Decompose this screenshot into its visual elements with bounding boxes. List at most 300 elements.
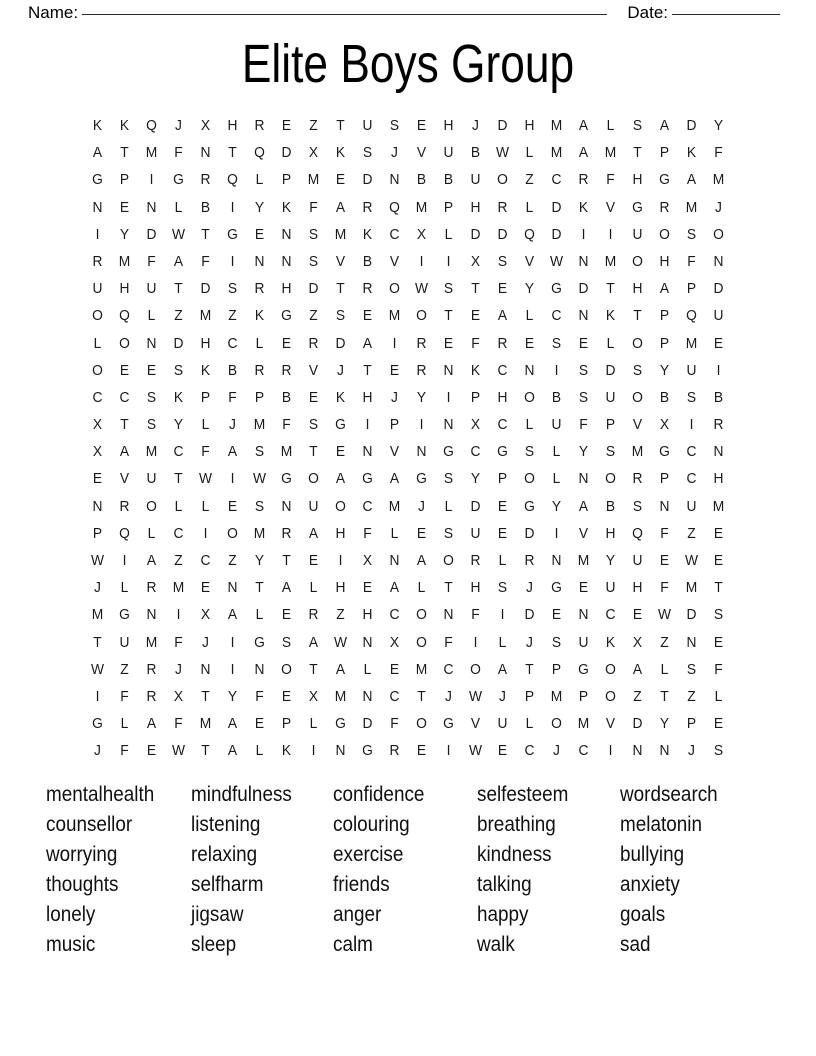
grid-cell[interactable]: I: [311, 742, 316, 760]
grid-cell[interactable]: S: [632, 497, 643, 515]
grid-cell[interactable]: L: [498, 552, 507, 569]
grid-cell[interactable]: Y: [173, 416, 184, 434]
grid-cell[interactable]: V: [308, 361, 319, 379]
grid-cell[interactable]: V: [389, 252, 400, 270]
grid-cell[interactable]: U: [578, 633, 589, 651]
grid-cell[interactable]: E: [335, 443, 346, 461]
grid-cell[interactable]: O: [119, 334, 130, 352]
grid-cell[interactable]: D: [524, 606, 535, 624]
grid-cell[interactable]: W: [468, 687, 483, 705]
grid-cell[interactable]: A: [146, 552, 157, 569]
grid-cell[interactable]: G: [227, 225, 238, 243]
grid-cell[interactable]: H: [362, 388, 373, 406]
grid-cell[interactable]: H: [605, 524, 616, 542]
grid-cell[interactable]: A: [227, 742, 238, 760]
grid-cell[interactable]: M: [550, 687, 563, 705]
grid-cell[interactable]: O: [632, 252, 643, 270]
grid-cell[interactable]: O: [659, 225, 670, 243]
grid-cell[interactable]: O: [281, 660, 292, 678]
grid-cell[interactable]: U: [443, 144, 454, 162]
word-list-item[interactable]: breathing: [477, 813, 556, 836]
grid-cell[interactable]: K: [200, 361, 211, 379]
grid-cell[interactable]: Z: [309, 307, 318, 325]
grid-cell[interactable]: M: [118, 252, 131, 270]
grid-cell[interactable]: C: [497, 361, 508, 379]
grid-cell[interactable]: Y: [713, 117, 724, 134]
grid-cell[interactable]: I: [176, 606, 181, 624]
grid-cell[interactable]: O: [335, 497, 346, 515]
grid-cell[interactable]: E: [497, 497, 508, 515]
grid-cell[interactable]: N: [254, 252, 265, 270]
grid-cell[interactable]: W: [90, 660, 105, 678]
grid-cell[interactable]: F: [714, 144, 723, 162]
grid-cell[interactable]: A: [578, 497, 589, 515]
grid-cell[interactable]: D: [362, 171, 373, 189]
grid-cell[interactable]: I: [338, 552, 343, 569]
grid-cell[interactable]: M: [199, 715, 212, 733]
grid-cell[interactable]: T: [633, 307, 642, 325]
grid-cell[interactable]: E: [713, 633, 724, 651]
grid-cell[interactable]: F: [228, 388, 237, 406]
grid-cell[interactable]: T: [444, 579, 453, 597]
grid-cell[interactable]: R: [200, 171, 211, 189]
grid-cell[interactable]: T: [282, 552, 291, 569]
grid-cell[interactable]: N: [92, 198, 103, 216]
grid-cell[interactable]: O: [497, 171, 508, 189]
grid-cell[interactable]: A: [578, 144, 589, 162]
grid-cell[interactable]: O: [416, 307, 427, 325]
grid-cell[interactable]: R: [497, 198, 508, 216]
grid-cell[interactable]: M: [307, 171, 320, 189]
word-list-item[interactable]: listening: [191, 813, 261, 836]
grid-cell[interactable]: N: [227, 579, 238, 597]
grid-cell[interactable]: I: [392, 334, 397, 352]
grid-cell[interactable]: P: [119, 171, 130, 189]
grid-cell[interactable]: N: [659, 742, 670, 760]
grid-cell[interactable]: O: [308, 470, 319, 488]
grid-cell[interactable]: U: [605, 579, 616, 597]
grid-cell[interactable]: Z: [174, 307, 183, 325]
grid-cell[interactable]: Z: [525, 171, 534, 189]
grid-cell[interactable]: M: [253, 416, 266, 434]
grid-cell[interactable]: L: [255, 171, 264, 189]
grid-cell[interactable]: N: [443, 606, 454, 624]
grid-cell[interactable]: T: [120, 144, 129, 162]
grid-cell[interactable]: E: [659, 552, 670, 569]
grid-cell[interactable]: E: [281, 334, 292, 352]
grid-cell[interactable]: A: [281, 579, 292, 597]
grid-cell[interactable]: O: [227, 524, 238, 542]
grid-cell[interactable]: U: [470, 524, 481, 542]
grid-cell[interactable]: P: [686, 715, 697, 733]
grid-cell[interactable]: W: [468, 742, 483, 760]
grid-cell[interactable]: N: [281, 225, 292, 243]
grid-cell[interactable]: M: [685, 579, 698, 597]
grid-cell[interactable]: S: [551, 633, 562, 651]
grid-cell[interactable]: E: [362, 307, 373, 325]
grid-cell[interactable]: D: [308, 280, 319, 298]
grid-cell[interactable]: F: [120, 742, 129, 760]
grid-cell[interactable]: F: [390, 715, 399, 733]
grid-cell[interactable]: G: [92, 171, 103, 189]
grid-cell[interactable]: R: [713, 416, 724, 434]
grid-cell[interactable]: E: [200, 579, 211, 597]
word-list-item[interactable]: music: [46, 933, 96, 956]
grid-cell[interactable]: M: [415, 660, 428, 678]
grid-cell[interactable]: T: [120, 416, 129, 434]
grid-cell[interactable]: N: [578, 470, 589, 488]
grid-cell[interactable]: I: [500, 606, 505, 624]
grid-cell[interactable]: M: [388, 497, 401, 515]
grid-cell[interactable]: W: [252, 470, 267, 488]
grid-cell[interactable]: F: [471, 606, 480, 624]
word-list-item[interactable]: sad: [620, 933, 651, 956]
grid-cell[interactable]: N: [443, 361, 454, 379]
grid-cell[interactable]: P: [281, 715, 292, 733]
grid-cell[interactable]: I: [203, 524, 208, 542]
grid-cell[interactable]: U: [470, 171, 481, 189]
grid-cell[interactable]: X: [659, 416, 670, 434]
grid-cell[interactable]: T: [201, 687, 210, 705]
grid-cell[interactable]: F: [174, 144, 183, 162]
grid-cell[interactable]: F: [363, 524, 372, 542]
grid-cell[interactable]: S: [308, 225, 319, 243]
grid-cell[interactable]: M: [577, 552, 590, 569]
grid-cell[interactable]: P: [389, 416, 400, 434]
grid-cell[interactable]: D: [497, 225, 508, 243]
name-blank-line[interactable]: [82, 14, 607, 15]
grid-cell[interactable]: R: [146, 687, 157, 705]
grid-cell[interactable]: X: [92, 443, 103, 461]
grid-cell[interactable]: O: [92, 361, 103, 379]
grid-cell[interactable]: A: [308, 633, 319, 651]
grid-cell[interactable]: N: [92, 497, 103, 515]
grid-cell[interactable]: U: [119, 633, 130, 651]
grid-cell[interactable]: J: [391, 144, 398, 162]
grid-cell[interactable]: E: [308, 552, 319, 569]
grid-cell[interactable]: M: [280, 443, 293, 461]
grid-cell[interactable]: W: [414, 280, 429, 298]
grid-cell[interactable]: V: [524, 252, 535, 270]
grid-cell[interactable]: V: [578, 524, 589, 542]
grid-cell[interactable]: V: [605, 715, 616, 733]
grid-cell[interactable]: Z: [174, 552, 183, 569]
grid-cell[interactable]: R: [659, 198, 670, 216]
grid-cell[interactable]: D: [470, 225, 481, 243]
grid-cell[interactable]: D: [686, 117, 697, 134]
grid-cell[interactable]: E: [470, 307, 481, 325]
grid-cell[interactable]: U: [92, 280, 103, 298]
grid-cell[interactable]: E: [119, 198, 130, 216]
grid-cell[interactable]: N: [713, 443, 724, 461]
grid-cell[interactable]: I: [554, 524, 559, 542]
grid-cell[interactable]: E: [389, 361, 400, 379]
grid-cell[interactable]: W: [333, 633, 348, 651]
grid-cell[interactable]: G: [173, 171, 184, 189]
grid-cell[interactable]: H: [632, 171, 643, 189]
grid-cell[interactable]: U: [551, 416, 562, 434]
grid-cell[interactable]: N: [200, 144, 211, 162]
grid-cell[interactable]: F: [579, 416, 588, 434]
grid-cell[interactable]: L: [120, 579, 129, 597]
grid-cell[interactable]: Y: [254, 198, 265, 216]
grid-cell[interactable]: N: [578, 252, 589, 270]
grid-cell[interactable]: D: [362, 715, 373, 733]
word-list-item[interactable]: sleep: [191, 933, 237, 956]
grid-cell[interactable]: R: [578, 171, 589, 189]
grid-cell[interactable]: M: [604, 144, 617, 162]
grid-cell[interactable]: G: [362, 470, 373, 488]
grid-cell[interactable]: P: [659, 470, 670, 488]
grid-cell[interactable]: K: [605, 633, 616, 651]
grid-cell[interactable]: W: [549, 252, 564, 270]
grid-cell[interactable]: T: [336, 280, 345, 298]
grid-cell[interactable]: G: [659, 443, 670, 461]
grid-cell[interactable]: G: [335, 715, 346, 733]
grid-cell[interactable]: X: [200, 606, 211, 624]
grid-cell[interactable]: S: [497, 252, 508, 270]
grid-cell[interactable]: P: [281, 171, 292, 189]
grid-cell[interactable]: O: [416, 606, 427, 624]
grid-cell[interactable]: H: [227, 117, 238, 134]
grid-cell[interactable]: S: [308, 252, 319, 270]
grid-cell[interactable]: G: [362, 742, 373, 760]
grid-cell[interactable]: I: [419, 416, 424, 434]
grid-cell[interactable]: C: [551, 307, 562, 325]
grid-cell[interactable]: J: [472, 117, 479, 134]
grid-cell[interactable]: B: [281, 388, 292, 406]
grid-cell[interactable]: O: [632, 388, 643, 406]
grid-cell[interactable]: M: [550, 144, 563, 162]
grid-cell[interactable]: Y: [254, 552, 265, 569]
grid-cell[interactable]: A: [686, 171, 697, 189]
grid-cell[interactable]: G: [551, 280, 562, 298]
grid-cell[interactable]: K: [470, 361, 481, 379]
grid-cell[interactable]: S: [497, 579, 508, 597]
grid-cell[interactable]: D: [524, 524, 535, 542]
grid-cell[interactable]: S: [686, 225, 697, 243]
grid-cell[interactable]: V: [470, 715, 481, 733]
grid-cell[interactable]: F: [255, 687, 264, 705]
word-list-item[interactable]: goals: [620, 903, 666, 926]
grid-cell[interactable]: Z: [336, 606, 345, 624]
grid-cell[interactable]: G: [443, 443, 454, 461]
grid-cell[interactable]: O: [416, 715, 427, 733]
grid-cell[interactable]: L: [552, 470, 561, 488]
grid-cell[interactable]: J: [418, 497, 425, 515]
grid-cell[interactable]: D: [605, 361, 616, 379]
grid-cell[interactable]: C: [119, 388, 130, 406]
grid-cell[interactable]: T: [201, 225, 210, 243]
grid-cell[interactable]: R: [632, 470, 643, 488]
grid-cell[interactable]: U: [308, 497, 319, 515]
grid-cell[interactable]: L: [444, 497, 453, 515]
grid-cell[interactable]: J: [553, 742, 560, 760]
grid-cell[interactable]: P: [659, 307, 670, 325]
grid-cell[interactable]: H: [470, 198, 481, 216]
grid-cell[interactable]: I: [230, 633, 235, 651]
grid-cell[interactable]: R: [308, 334, 319, 352]
grid-cell[interactable]: G: [281, 307, 292, 325]
grid-cell[interactable]: I: [230, 198, 235, 216]
grid-cell[interactable]: L: [201, 416, 210, 434]
grid-cell[interactable]: C: [686, 470, 697, 488]
grid-cell[interactable]: E: [713, 715, 724, 733]
grid-cell[interactable]: A: [362, 334, 373, 352]
word-list-item[interactable]: walk: [477, 933, 515, 956]
grid-cell[interactable]: E: [578, 579, 589, 597]
grid-cell[interactable]: A: [227, 606, 238, 624]
grid-cell[interactable]: N: [281, 252, 292, 270]
grid-cell[interactable]: Y: [119, 225, 130, 243]
grid-cell[interactable]: N: [362, 687, 373, 705]
grid-cell[interactable]: P: [497, 470, 508, 488]
grid-cell[interactable]: F: [606, 171, 615, 189]
grid-cell[interactable]: L: [525, 198, 534, 216]
grid-cell[interactable]: H: [632, 579, 643, 597]
grid-cell[interactable]: V: [389, 443, 400, 461]
grid-cell[interactable]: S: [443, 470, 454, 488]
grid-cell[interactable]: D: [335, 334, 346, 352]
grid-cell[interactable]: K: [119, 117, 130, 134]
grid-cell[interactable]: H: [443, 117, 454, 134]
grid-cell[interactable]: K: [281, 742, 292, 760]
grid-cell[interactable]: G: [524, 497, 535, 515]
grid-cell[interactable]: Y: [524, 280, 535, 298]
grid-cell[interactable]: U: [146, 280, 157, 298]
grid-cell[interactable]: Q: [119, 524, 130, 542]
grid-cell[interactable]: P: [578, 687, 589, 705]
grid-cell[interactable]: S: [227, 280, 238, 298]
grid-cell[interactable]: M: [415, 198, 428, 216]
grid-cell[interactable]: I: [446, 742, 451, 760]
grid-cell[interactable]: E: [632, 606, 643, 624]
grid-cell[interactable]: D: [470, 497, 481, 515]
grid-cell[interactable]: M: [334, 225, 347, 243]
grid-cell[interactable]: V: [416, 144, 427, 162]
grid-cell[interactable]: P: [443, 198, 454, 216]
grid-cell[interactable]: B: [659, 388, 670, 406]
grid-cell[interactable]: M: [550, 117, 563, 134]
grid-cell[interactable]: V: [605, 198, 616, 216]
grid-cell[interactable]: O: [713, 225, 724, 243]
grid-cell[interactable]: X: [632, 633, 643, 651]
grid-cell[interactable]: F: [660, 524, 669, 542]
grid-cell[interactable]: T: [363, 361, 372, 379]
word-list-item[interactable]: kindness: [477, 843, 552, 866]
grid-cell[interactable]: K: [92, 117, 103, 134]
grid-cell[interactable]: D: [281, 144, 292, 162]
grid-cell[interactable]: L: [606, 117, 615, 134]
grid-cell[interactable]: A: [335, 198, 346, 216]
grid-cell[interactable]: H: [335, 524, 346, 542]
grid-cell[interactable]: F: [174, 715, 183, 733]
grid-cell[interactable]: U: [632, 225, 643, 243]
grid-cell[interactable]: S: [362, 144, 373, 162]
grid-cell[interactable]: A: [227, 715, 238, 733]
grid-cell[interactable]: W: [171, 225, 186, 243]
grid-cell[interactable]: F: [201, 443, 210, 461]
grid-cell[interactable]: T: [525, 660, 534, 678]
grid-cell[interactable]: C: [200, 552, 211, 569]
grid-cell[interactable]: J: [94, 742, 101, 760]
grid-cell[interactable]: I: [230, 470, 235, 488]
grid-cell[interactable]: H: [524, 117, 535, 134]
grid-cell[interactable]: N: [146, 198, 157, 216]
grid-cell[interactable]: O: [551, 715, 562, 733]
grid-cell[interactable]: E: [713, 524, 724, 542]
grid-cell[interactable]: Q: [119, 307, 130, 325]
grid-cell[interactable]: J: [202, 633, 209, 651]
grid-cell[interactable]: C: [470, 443, 481, 461]
grid-cell[interactable]: Y: [227, 687, 238, 705]
grid-cell[interactable]: O: [605, 470, 616, 488]
grid-cell[interactable]: J: [445, 687, 452, 705]
grid-cell[interactable]: K: [362, 225, 373, 243]
grid-cell[interactable]: G: [443, 715, 454, 733]
grid-cell[interactable]: P: [200, 388, 211, 406]
grid-cell[interactable]: R: [281, 524, 292, 542]
grid-cell[interactable]: M: [685, 198, 698, 216]
grid-cell[interactable]: S: [254, 497, 265, 515]
grid-cell[interactable]: X: [470, 252, 481, 270]
grid-cell[interactable]: R: [254, 280, 265, 298]
grid-cell[interactable]: A: [335, 470, 346, 488]
grid-cell[interactable]: S: [254, 443, 265, 461]
word-list-item[interactable]: colouring: [333, 813, 410, 836]
grid-cell[interactable]: N: [362, 443, 373, 461]
grid-cell[interactable]: I: [716, 361, 721, 379]
grid-cell[interactable]: O: [470, 660, 481, 678]
word-list-item[interactable]: melatonin: [620, 813, 702, 836]
grid-cell[interactable]: A: [659, 117, 670, 134]
word-list-item[interactable]: exercise: [333, 843, 404, 866]
grid-cell[interactable]: H: [497, 388, 508, 406]
grid-cell[interactable]: N: [254, 660, 265, 678]
grid-cell[interactable]: G: [335, 416, 346, 434]
word-list-item[interactable]: confidence: [333, 783, 425, 806]
grid-cell[interactable]: O: [605, 660, 616, 678]
grid-cell[interactable]: C: [173, 443, 184, 461]
grid-cell[interactable]: O: [389, 280, 400, 298]
grid-cell[interactable]: J: [175, 117, 182, 134]
grid-cell[interactable]: X: [200, 117, 211, 134]
grid-cell[interactable]: T: [228, 144, 237, 162]
grid-cell[interactable]: T: [336, 117, 345, 134]
grid-cell[interactable]: A: [416, 552, 427, 569]
grid-cell[interactable]: C: [605, 606, 616, 624]
grid-cell[interactable]: O: [632, 334, 643, 352]
grid-cell[interactable]: N: [713, 252, 724, 270]
grid-cell[interactable]: M: [577, 715, 590, 733]
grid-cell[interactable]: I: [95, 225, 100, 243]
grid-cell[interactable]: M: [145, 443, 158, 461]
grid-cell[interactable]: D: [713, 280, 724, 298]
grid-cell[interactable]: T: [660, 687, 669, 705]
grid-cell[interactable]: Z: [228, 552, 237, 569]
word-list-item[interactable]: friends: [333, 873, 390, 896]
grid-cell[interactable]: F: [282, 416, 291, 434]
word-list-item[interactable]: calm: [333, 933, 373, 956]
grid-cell[interactable]: T: [309, 660, 318, 678]
grid-cell[interactable]: I: [608, 225, 613, 243]
grid-cell[interactable]: C: [362, 497, 373, 515]
grid-cell[interactable]: O: [524, 470, 535, 488]
grid-cell[interactable]: T: [255, 579, 264, 597]
grid-cell[interactable]: W: [90, 552, 105, 569]
grid-cell[interactable]: A: [632, 660, 643, 678]
grid-cell[interactable]: M: [712, 497, 725, 515]
